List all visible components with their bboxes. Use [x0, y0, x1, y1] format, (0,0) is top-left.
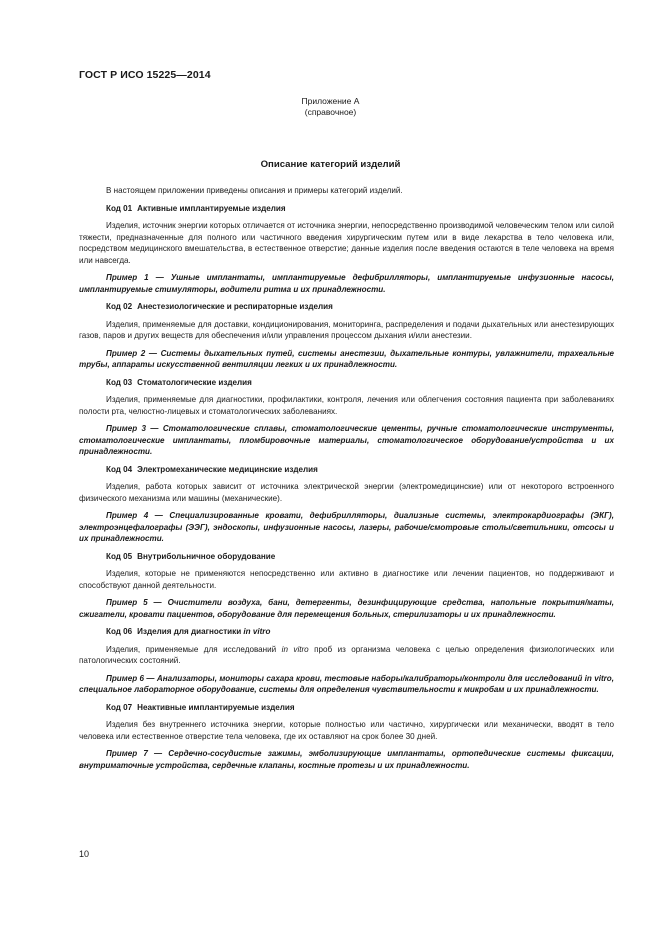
section-example: Пример 2 — Системы дыхательных путей, системы анестезии, дыхательные контуры, увлажнители, трахеальные трубы, аппараты искусственной вентиляции легких и их принадлежности.: [79, 348, 614, 369]
description-suffix: проб из организма человека с целью определения физиологических или патологических состояний.: [79, 644, 614, 665]
page-number: 10: [79, 849, 90, 859]
section-code: Код 02: [106, 302, 133, 311]
description-prefix: Изделия, применяемые для исследований: [106, 644, 282, 654]
page-title: Описание категорий изделий: [260, 159, 401, 170]
section-name: Активные имплантируемые изделия: [137, 203, 286, 213]
intro-paragraph: В настоящем приложении приведены описания и примеры категорий изделий.: [106, 186, 403, 195]
section-code: Код 06: [106, 627, 133, 636]
section-example: Пример 6 — Анализаторы, мониторы сахара крови, тестовые наборы/калибраторы/контроли для исследований in vitro, специальное лабораторное оборудование, системы для определения чувствительности к микробам и их принадлежности.: [79, 673, 614, 694]
document-body: [79, 185, 614, 777]
section-heading: [79, 464, 614, 476]
section-code: Код 05: [106, 551, 133, 561]
annex-type: (справочное): [304, 107, 357, 117]
section-heading: [79, 551, 614, 563]
section-code: Код 07: [106, 702, 133, 712]
section-heading: [79, 377, 614, 389]
section-example: Пример 3 — Стоматологические сплавы, стоматологические цементы, ручные стоматологические инструменты, стоматологические имплантаты, пломбировочные материалы, стоматологическое оборудование/устройства и их принадлежности.: [79, 424, 614, 456]
section-heading: [79, 626, 614, 638]
section-heading: [79, 301, 614, 313]
section-name: Стоматологические изделия: [137, 377, 252, 387]
section-description: Изделия, источник энергии которых отличается от источника энергии, непосредственно производимой человеческим телом или силой тяжести, предназначенные для полного или частичного введения хирургическим путем или в виде лекарства в тело человека или, посредством медицинского вмешательства, в естественное отверстие; данные изделия после введения остаются в теле человека на время или навсегда.: [79, 221, 614, 265]
section-heading: [79, 702, 614, 714]
section-heading: [79, 203, 614, 215]
section-code: Код 03: [106, 377, 133, 387]
section-example: Пример 7 — Сердечно-сосудистые зажимы, эмболизирующие имплантаты, ортопедические системы фиксации, внутриматочные устройства, сердечные клапаны, костные протезы и их принадлежности.: [79, 749, 614, 770]
section-name-prefix: Изделия для диагностики: [137, 627, 244, 636]
section-name: Анестезиологические и респираторные изделия: [137, 302, 333, 311]
section-description: Изделия, которые не применяются непосредственно или активно в диагностике или лечении пациентов, но поддерживают и способствуют данной деятельности.: [79, 569, 614, 590]
section-name: Неактивные имплантируемые изделия: [137, 702, 295, 712]
section-name: Внутрибольничное оборудование: [137, 551, 276, 561]
section-name-italic: in vitro: [243, 627, 271, 636]
section-code: Код 01: [106, 203, 133, 213]
section-description: Изделия, работа которых зависит от источника электрической энергии (электромедицинские) или от некоторого встроенного физического механизма или машины (механические).: [79, 482, 614, 503]
section-name: Электромеханические медицинские изделия: [137, 464, 318, 474]
annex-label: [0, 96, 661, 118]
section-description: Изделия без внутреннего источника энергии, которые полностью или частично, хирургически или механически, вводят в тело человека или естественное отверстие тела человека, где их оставляют на срок более 30 дней.: [79, 720, 614, 741]
section-description: Изделия, применяемые для доставки, кондиционирования, мониторинга, распределения и подачи дыхательных или анестезирующих газов, паров и других веществ для обеспечения и/или управления процессом дыхания и/или анестезии.: [79, 319, 614, 340]
standard-header: ГОСТ Р ИСО 15225—2014: [79, 69, 211, 81]
annex-title: Приложение А: [301, 96, 360, 106]
section-example: Пример 5 — Очистители воздуха, бани, детергенты, дезинфицирующие средства, напольные покрытия/маты, сжигатели, кровати пациентов, оборудование для перемещения больных, стерилизаторы и их принадлежности.: [79, 598, 614, 619]
section-example: Пример 4 — Специализированные кровати, дефибрилляторы, диализные системы, электрокардиографы (ЭКГ), электроэнцефалографы (ЭЭГ), эндоскопы, инфузионные насосы, лазеры, рабочие/смотровые столы/светильники, отсосы и их принадлежности.: [79, 511, 614, 543]
section-example: Пример 1 — Ушные имплантаты, имплантируемые дефибрилляторы, имплантируемые инфузионные насосы, имплантируемые стимуляторы, водители ритма и их принадлежности.: [79, 273, 614, 294]
description-italic: in vitro: [281, 644, 309, 654]
section-description: Изделия, применяемые для диагностики, профилактики, контроля, лечения или облегчения состояния пациента при заболеваниях полости рта, челюстно-лицевых и стоматологических заболеваниях.: [79, 395, 614, 416]
section-code: Код 04: [106, 464, 133, 474]
section-description: [79, 644, 614, 667]
